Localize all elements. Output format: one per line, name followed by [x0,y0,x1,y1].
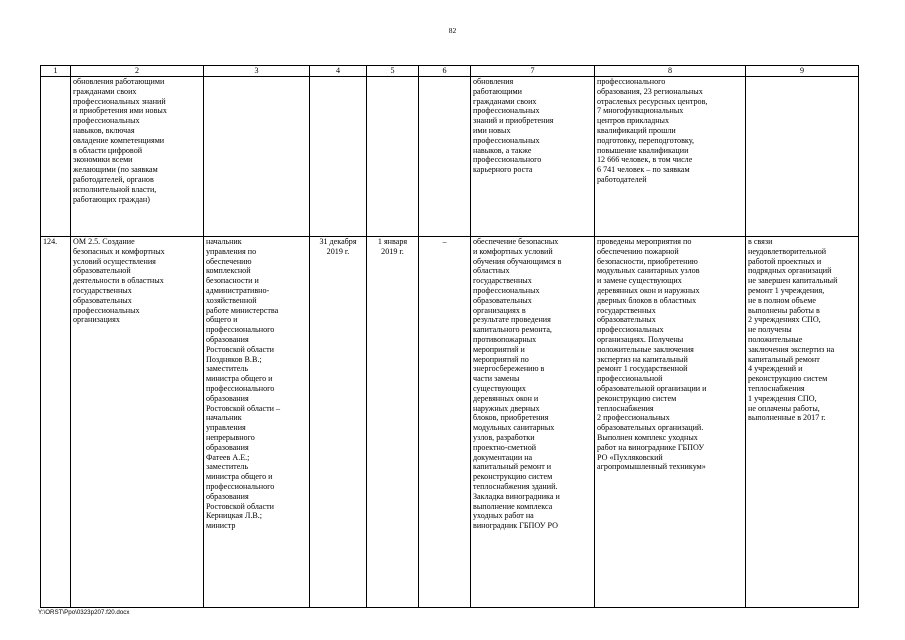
start-date-cell: 1 января 2019 г. [367,237,419,608]
expected-result-cell: обеспечение безопасных и комфортных условий обучения обучающимся в областных государственных профессиональных образовательных организациях в результате проведения капитального ремонта, противопожарных мероприятий и мероприятий по энергосбережению в части замены существующих деревянных окон и наружных дверных блоков, приобретения модульных санитарных узлов, разработки проектно-сметной документации на капитальный ремонт и реконструкцию систем теплоснабжения зданий. Закладка виноградника и выполнение комплекса уходных работ на виноградник ГБПОУ РО [471,237,595,608]
row-number-cell: 124. [41,237,71,608]
header-cell: 6 [419,66,471,77]
header-cell: 7 [471,66,595,77]
table-cell [746,77,859,237]
header-cell: 5 [367,66,419,77]
header-row [41,66,859,77]
header-cell: 1 [41,66,71,77]
table-cell: профессионального образования, 23 региональных отраслевых ресурсных центров, 7 многофункциональных центров прикладных квалификаций прошли подготовку, переподготовку, повышение квалификации 12 666 человек, в том числе 6 741 человек – по заявкам работодателей [595,77,746,237]
header-cell: 3 [204,66,310,77]
footer-file-path: Y:\ORST\Ppo\0323p207.f20.docx [38,609,130,616]
table-row-124 [41,237,859,608]
table-cell [419,77,471,237]
table-row-continuation [41,77,859,237]
planned-date-cell: 31 декабря 2019 г. [310,237,367,608]
report-table [40,65,859,608]
problems-cell: в связи неудовлетворительной работой проектных и подрядных организаций не завершен капитальный ремонт 1 учреждения, не в полном объеме выполнены работы в 2 учреждениях СПО, не получены положительные заключения экспертиз на капитальный ремонт 4 учреждений и реконструкцию систем теплоснабжения 1 учреждения СПО, не оплачены работы, выполненные в 2017 г. [746,237,859,608]
header-cell: 2 [71,66,204,77]
page-number: 82 [448,26,457,35]
table-cell: обновления работающими гражданами своих профессиональных знаний и приобретения ими новых профессиональных навыков, включая овладение компетенциями в области цифровой экономики всеми желающими (по заявкам работодателей, органов исполнительной власти, работающих граждан) [71,77,204,237]
header-cell: 4 [310,66,367,77]
table-cell [204,77,310,237]
table-cell: обновления работающими гражданами своих профессиональных знаний и приобретения ими новых профессиональных навыков, а также профессионального карьерного роста [471,77,595,237]
end-date-cell: – [419,237,471,608]
table-cell [41,77,71,237]
responsible-executor-cell: начальник управления по обеспечению комплексной безопасности и административно- хозяйственной работе министерства общего и профессионального образования Ростовской области Поздняков В.В.; заместитель министра общего и профессионального образования Ростовской области – начальник управления непрерывного образования Фатеев А.Е.; заместитель министра общего и профессионального образования Ростовской области Керницкая Л.В.; министр [204,237,310,608]
actual-result-cell: проведены мероприятия по обеспечению пожарной безопасности, приобретению модульных санитарных узлов и замене существующих деревянных окон и наружных дверных блоков в областных государственных образовательных профессиональных организациях. Получены положительные заключения экспертиз на капитальный ремонт 1 государственной профессиональной образовательной организации и реконструкцию систем теплоснабжения 2 профессиональных образовательных организаций. Выполнен комплекс уходных работ на винограднике ГБПОУ РО «Пухляковский агропромышленный техникум» [595,237,746,608]
table-cell [367,77,419,237]
activity-name-cell: ОМ 2.5. Создание безопасных и комфортных условий осуществления образовательной деятельности в областных государственных образовательных профессиональных организациях [71,237,204,608]
table-cell [310,77,367,237]
header-cell: 9 [746,66,859,77]
header-cell: 8 [595,66,746,77]
